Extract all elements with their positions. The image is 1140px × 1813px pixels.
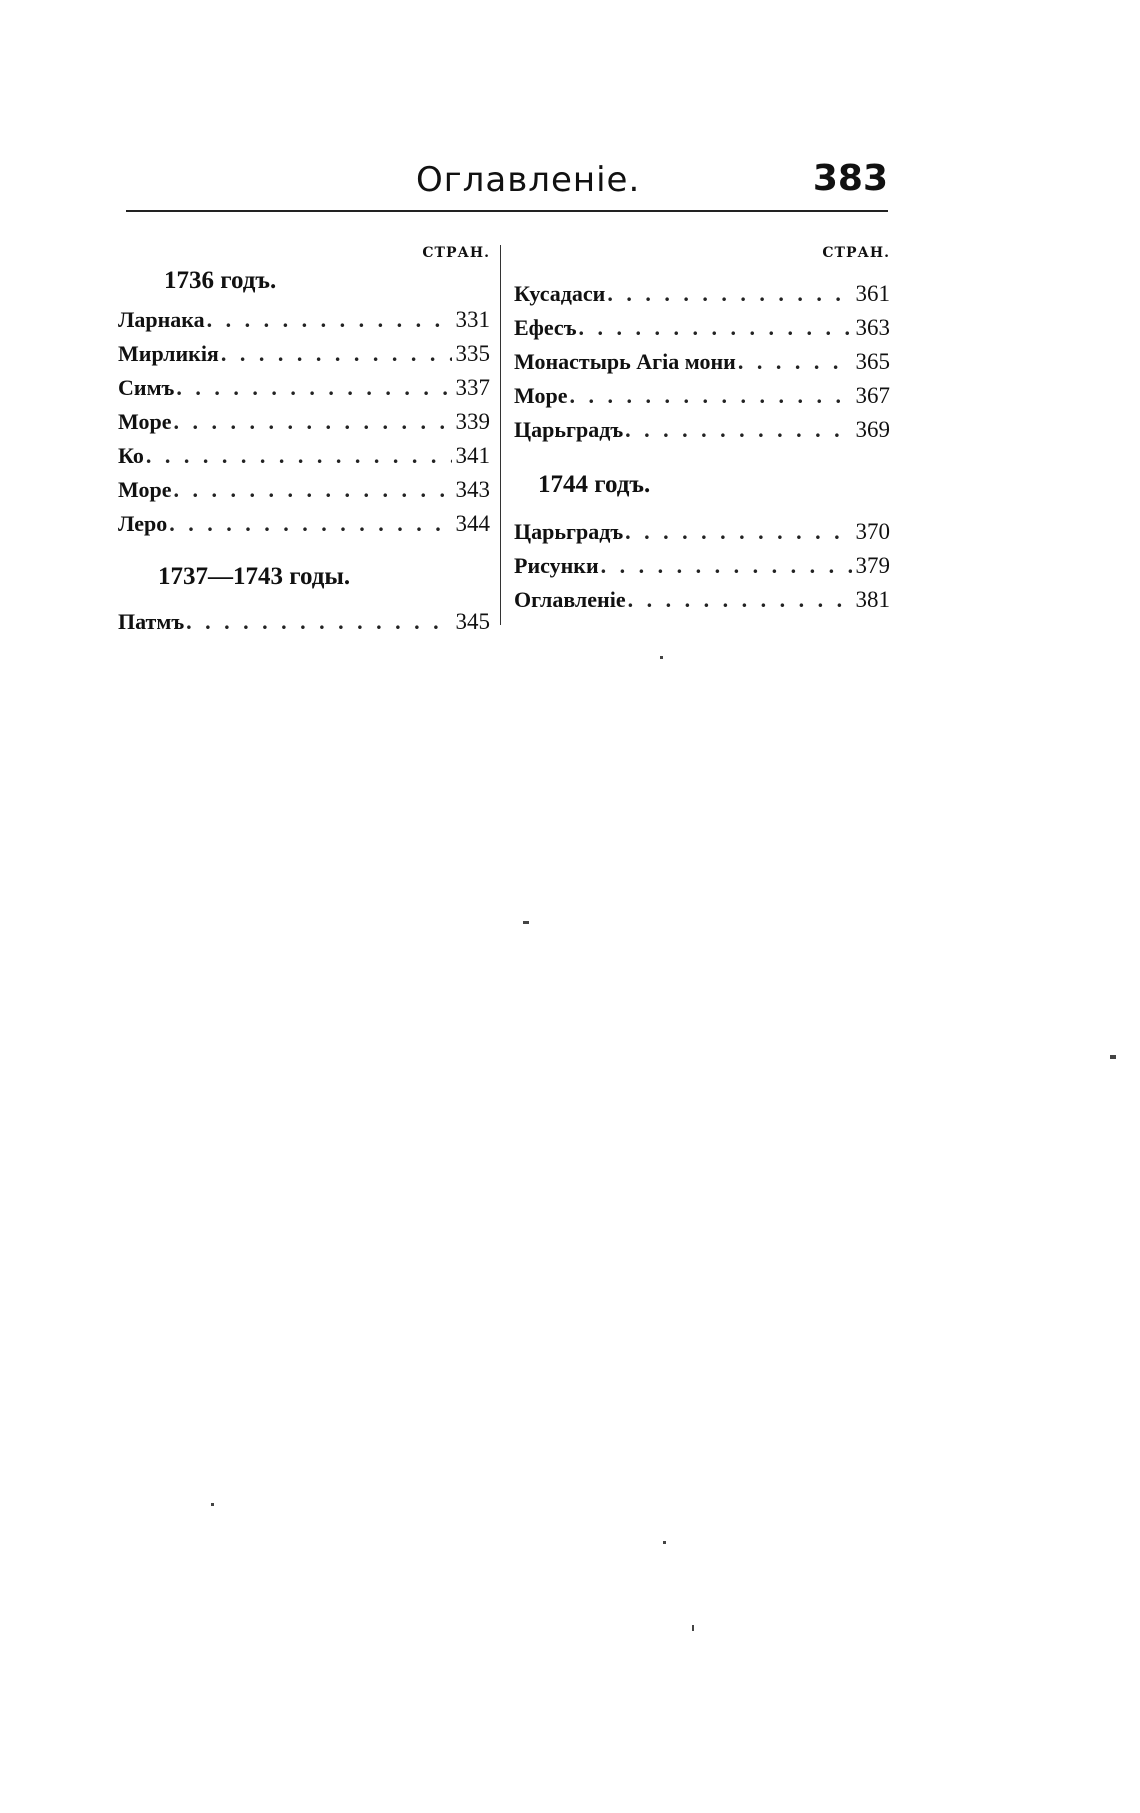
dot-leader bbox=[625, 515, 851, 549]
scan-speck bbox=[211, 1503, 214, 1506]
toc-entry[interactable] bbox=[514, 583, 890, 617]
section-gap bbox=[514, 507, 890, 515]
scan-speck bbox=[523, 921, 529, 924]
column-divider bbox=[500, 245, 501, 625]
toc-entry[interactable] bbox=[118, 605, 490, 639]
toc-entry-page: 361 bbox=[855, 281, 890, 306]
toc-entry-page: 381 bbox=[855, 587, 890, 612]
toc-left-column bbox=[118, 245, 490, 639]
toc-entry[interactable] bbox=[514, 345, 890, 379]
toc-entry-title: Оглавленіе bbox=[514, 587, 626, 612]
toc-entry-page: 337 bbox=[455, 375, 490, 400]
toc-entry-title: Мирликія bbox=[118, 341, 219, 366]
toc-entry[interactable] bbox=[118, 473, 490, 507]
toc-entry-page: 369 bbox=[855, 417, 890, 442]
dot-leader bbox=[176, 371, 451, 405]
toc-entry-title: Леро bbox=[118, 511, 168, 536]
toc-entry-title: Море bbox=[514, 383, 568, 408]
page-column-label: СТРАН. bbox=[422, 245, 490, 261]
dot-leader bbox=[173, 405, 451, 439]
page-column-label: СТРАН. bbox=[822, 245, 890, 261]
toc-entry-title: Патмъ bbox=[118, 609, 185, 634]
toc-entry[interactable] bbox=[118, 371, 490, 405]
dot-leader bbox=[207, 303, 452, 337]
toc-entry[interactable] bbox=[514, 379, 890, 413]
section-heading-1744: 1744 годъ. bbox=[538, 471, 651, 498]
toc-entry-page: 341 bbox=[455, 443, 490, 468]
section-gap bbox=[118, 541, 490, 555]
toc-entry[interactable] bbox=[514, 311, 890, 345]
dot-leader bbox=[579, 311, 852, 345]
toc-entry-title: Ефесъ bbox=[514, 315, 577, 340]
toc-entry-title: Симъ bbox=[118, 375, 175, 400]
scan-speck bbox=[1110, 1055, 1116, 1059]
toc-entry-title: Рисунки bbox=[514, 553, 599, 578]
toc-entry-page: 344 bbox=[455, 511, 490, 536]
toc-right-column bbox=[514, 245, 890, 617]
toc-entry[interactable] bbox=[514, 549, 890, 583]
section-gap bbox=[514, 267, 890, 277]
page-number: 383 bbox=[812, 158, 888, 199]
scan-speck bbox=[663, 1541, 666, 1544]
toc-entry-page: 367 bbox=[855, 383, 890, 408]
toc-entry-page: 343 bbox=[455, 477, 490, 502]
toc-entry-page: 379 bbox=[855, 553, 890, 578]
dot-leader bbox=[601, 549, 852, 583]
dot-leader bbox=[607, 277, 851, 311]
toc-entry[interactable] bbox=[118, 337, 490, 371]
dot-leader bbox=[569, 379, 851, 413]
toc-entry[interactable] bbox=[118, 405, 490, 439]
dot-leader bbox=[146, 439, 452, 473]
toc-entry-page: 331 bbox=[455, 307, 490, 332]
running-head bbox=[126, 160, 888, 212]
toc-entry[interactable] bbox=[514, 515, 890, 549]
scan-speck bbox=[692, 1625, 694, 1631]
toc-entry-title: Царьградъ bbox=[514, 417, 624, 442]
dot-leader bbox=[169, 507, 451, 541]
toc-entry[interactable] bbox=[118, 303, 490, 337]
dot-leader bbox=[628, 583, 852, 617]
toc-entry-page: 345 bbox=[455, 609, 490, 634]
toc-entry-page: 363 bbox=[855, 315, 890, 340]
toc-entry-title: Ко bbox=[118, 443, 144, 468]
toc-entry-title: Кусадаси bbox=[514, 281, 606, 306]
toc-entry-page: 370 bbox=[855, 519, 890, 544]
section-heading-1737-1743: 1737—1743 годы. bbox=[158, 563, 351, 590]
dot-leader bbox=[186, 605, 451, 639]
toc-entry-title: Море bbox=[118, 477, 172, 502]
dot-leader bbox=[173, 473, 451, 507]
section-heading-1736: 1736 годъ. bbox=[164, 267, 277, 294]
toc-entry-title: Царьградъ bbox=[514, 519, 624, 544]
scan-speck bbox=[660, 656, 663, 659]
running-title: Оглавленіе. bbox=[416, 160, 641, 200]
toc-entry[interactable] bbox=[118, 439, 490, 473]
toc-entry-page: 335 bbox=[455, 341, 490, 366]
dot-leader bbox=[221, 337, 452, 371]
toc-entry-page: 339 bbox=[455, 409, 490, 434]
toc-entry-page: 365 bbox=[855, 349, 890, 374]
toc-entry[interactable] bbox=[118, 507, 490, 541]
toc-entry-title: Монастырь Агіа мони bbox=[514, 349, 736, 374]
toc-entry[interactable] bbox=[514, 277, 890, 311]
section-gap bbox=[514, 447, 890, 463]
dot-leader bbox=[625, 413, 851, 447]
toc-entry-title: Ларнака bbox=[118, 307, 205, 332]
toc-entry-title: Море bbox=[118, 409, 172, 434]
dot-leader bbox=[738, 345, 852, 379]
toc-entry[interactable] bbox=[514, 413, 890, 447]
